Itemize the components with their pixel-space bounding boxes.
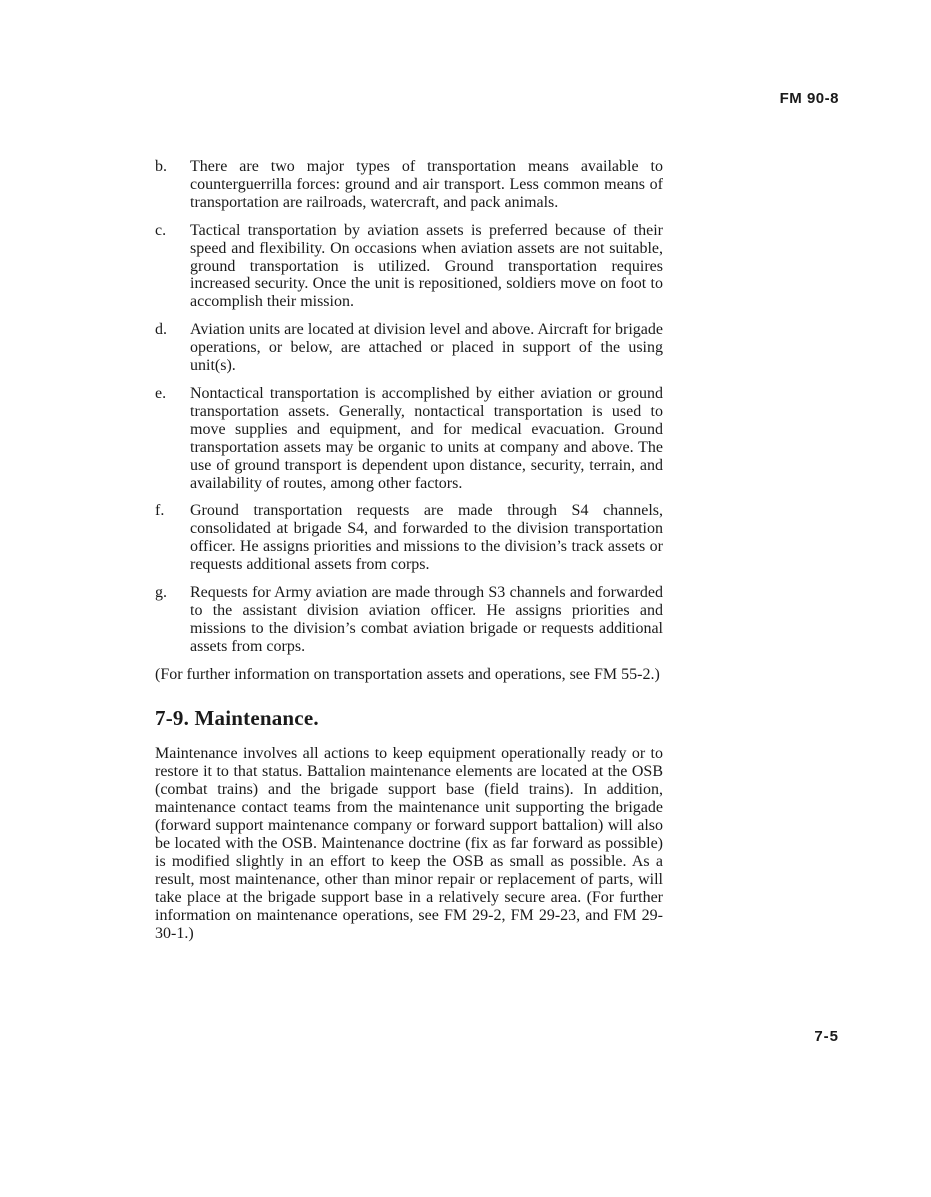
item-text: Nontactical transportation is accomplished by either aviation or ground transportation assets. Generally, nontactical transportation is used to move supplies and equipment, and for medical evacuation. Ground transportation assets may be organic to units at company and above. The use of ground transport is dependent upon distance, security, terrain, and availability of routes, among other factors.: [190, 384, 663, 492]
reference-note: (For further information on transportation assets and operations, see FM 55-2.): [155, 665, 660, 683]
list-item-d: [155, 321, 663, 375]
list-item-b: [155, 158, 663, 212]
manual-id-header: FM 90-8: [779, 90, 839, 107]
item-text: Requests for Army aviation are made through S3 channels and forwarded to the assistant division aviation officer. He assigns priorities and missions to the division’s combat aviation brigade or requests additional assets from corps.: [190, 584, 663, 655]
page-number: 7-5: [814, 1028, 839, 1045]
item-letter: e.: [155, 384, 167, 402]
list-item-e: [155, 385, 663, 492]
item-letter: g.: [155, 584, 167, 602]
section-heading: 7-9. Maintenance.: [155, 705, 319, 730]
section-paragraph: Maintenance involves all actions to keep equipment operationally ready or to restore it to that status. Battalion maintenance elements are located at the OSB (combat trains) and the brigade support base (field trains). In addition, maintenance contact teams from the maintenance unit supporting the brigade (forward support maintenance company or forward support battalion) will also be located with the OSB. Maintenance doctrine (fix as far forward as possible) is modified slightly in an effort to keep the OSB as small as possible. As a result, most maintenance, other than minor repair or replacement of parts, will take place at the brigade support base in a relatively secure area. (For further information on maintenance operations, see FM 29-2, FM 29-23, and FM 29-30-1.): [155, 745, 663, 942]
item-letter: b.: [155, 158, 167, 175]
item-text: Tactical transportation by aviation assets is preferred because of their speed and flexibility. On occasions when aviation assets are not suitable, ground transportation is utilized. Ground transportation requires increased security. Once the unit is repositioned, soldiers move on foot to accomplish their mission.: [190, 221, 663, 311]
item-letter: c.: [155, 221, 167, 239]
item-text: Aviation units are located at division level and above. Aircraft for brigade operations, or below, are attached or placed in support of the using unit(s).: [190, 321, 663, 375]
body-column: [155, 158, 663, 942]
list-item-g: [155, 584, 663, 656]
item-letter: f.: [155, 502, 165, 520]
item-letter: d.: [155, 321, 167, 339]
list-item-f: [155, 502, 663, 574]
item-text: There are two major types of transportation means available to counterguerrilla forces: ground and air transport. Less common means of transportation are railroads, watercraft, and pack animals.: [190, 158, 663, 211]
item-text: Ground transportation requests are made through S4 channels, consolidated at brigade S4, and forwarded to the division transportation officer. He assigns priorities and missions to the division’s track assets or requests additional assets from corps.: [190, 502, 663, 574]
list-item-c: [155, 222, 663, 312]
